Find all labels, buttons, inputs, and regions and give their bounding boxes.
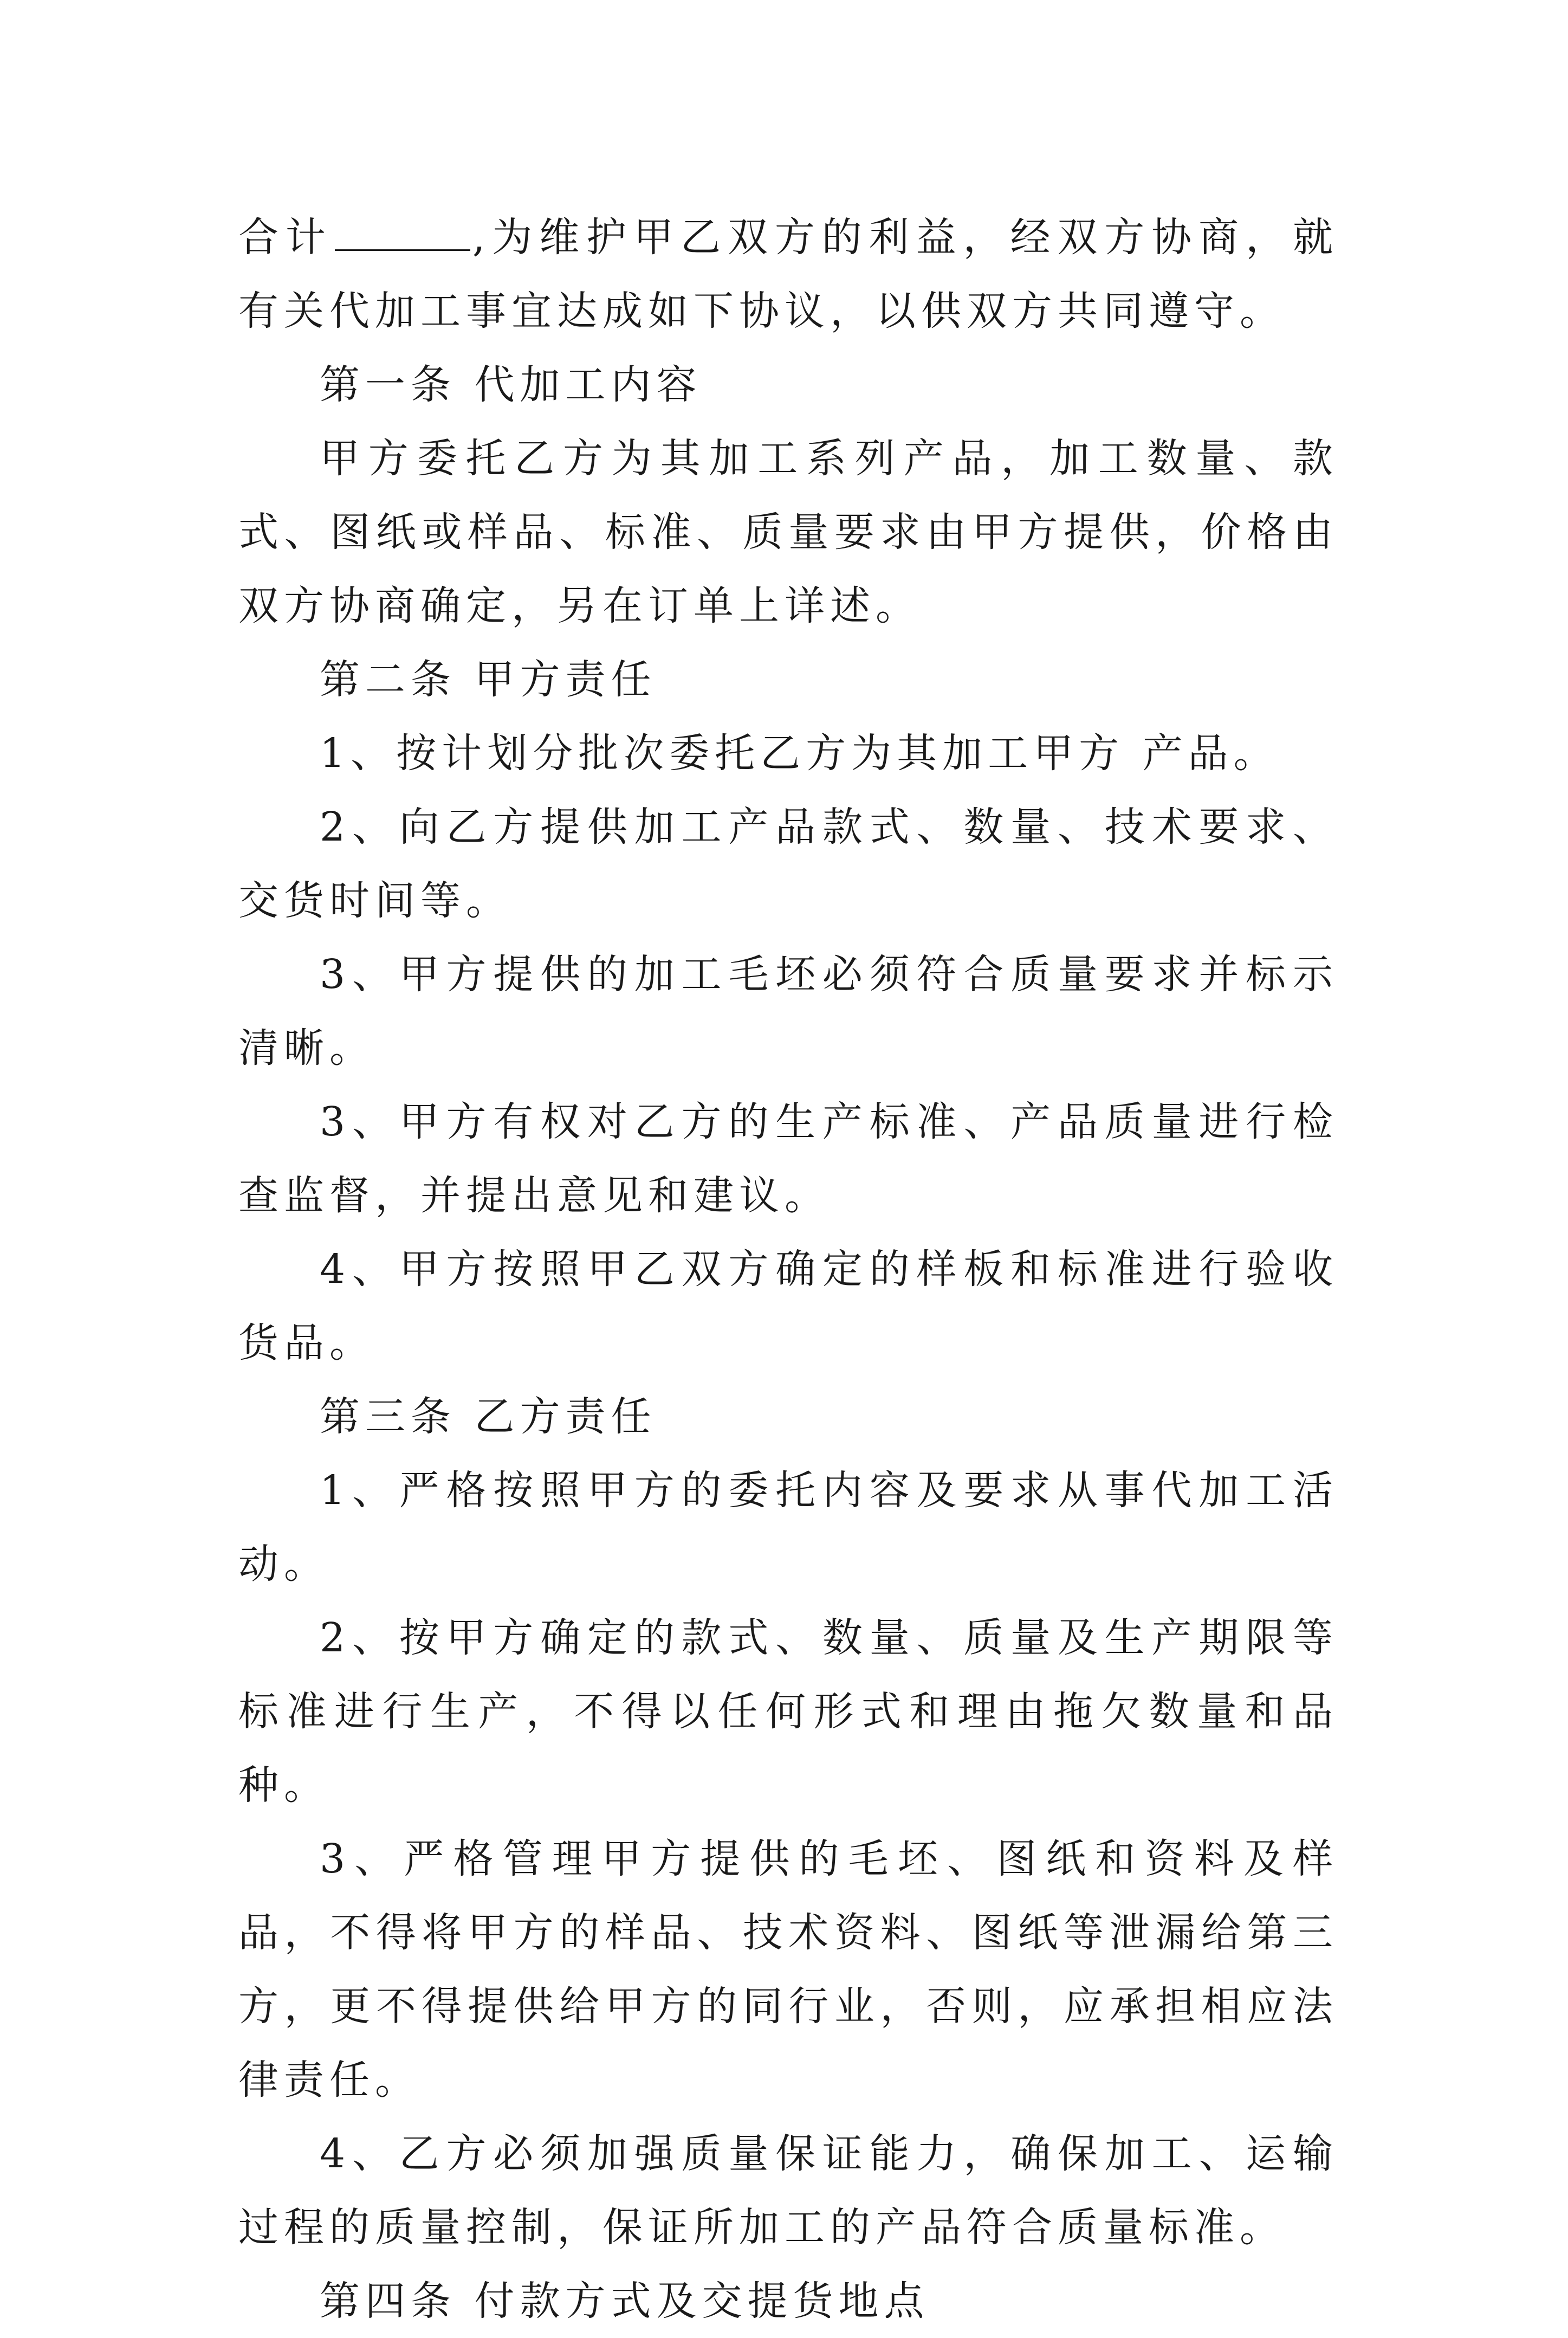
article-3-heading: 第三条 乙方责任 — [320, 1393, 657, 1440]
article-1-heading: 第一条 代加工内容 — [320, 361, 702, 408]
article-3-item-1: 1、严格按照甲方的委托内容及要求从事代加工活动。 — [238, 1467, 1338, 1587]
article-3-item-3: 3、严格管理甲方提供的毛坯、图纸和资料及样品，不得将甲方的样品、技术资料、图纸等泄漏给第三方，更不得提供给甲方的同行业，否则，应承担相应法律责任。 — [238, 1836, 1338, 2103]
article-1-body: 甲方委托乙方为其加工系列产品，加工数量、款式、图纸或样品、标准、质量要求由甲方提供，价格由双方协商确定，另在订单上详述。 — [238, 435, 1338, 629]
article-2-item-3b: 3、甲方有权对乙方的生产标准、产品质量进行检查监督，并提出意见和建议。 — [238, 1099, 1338, 1219]
intro-text-before-blank: 合计 — [238, 214, 333, 261]
document-body — [238, 201, 1338, 2338]
article-3-item-2: 2、按甲方确定的款式、数量、质量及生产期限等标准进行生产，不得以任何形式和理由拖欠数量和品种。 — [238, 1614, 1338, 1809]
article-2-item-1: 1、按计划分批次委托乙方为其加工甲方 产品。 — [320, 730, 1279, 777]
intro-paragraph — [238, 201, 1338, 348]
article-4-heading: 第四条 付款方式及交提货地点 — [320, 2278, 930, 2324]
fill-in-blank[interactable] — [335, 216, 470, 251]
article-2-item-2: 2、向乙方提供加工产品款式、数量、技术要求、交货时间等。 — [238, 804, 1338, 924]
article-2-heading: 第二条 甲方责任 — [320, 656, 657, 703]
article-2-item-3: 3、甲方提供的加工毛坯必须符合质量要求并标示清晰。 — [238, 951, 1338, 1071]
article-2-item-4: 4、甲方按照甲乙双方确定的样板和标准进行验收货品。 — [238, 1246, 1338, 1366]
intro-text-after-blank: ,为维护甲乙双方的利益，经双方协商，就有关代加工事宜达成如下协议，以供双方共同遵守。 — [238, 214, 1339, 334]
article-3-item-4: 4、乙方必须加强质量保证能力，确保加工、运输过程的质量控制，保证所加工的产品符合质量标准。 — [238, 2130, 1338, 2251]
